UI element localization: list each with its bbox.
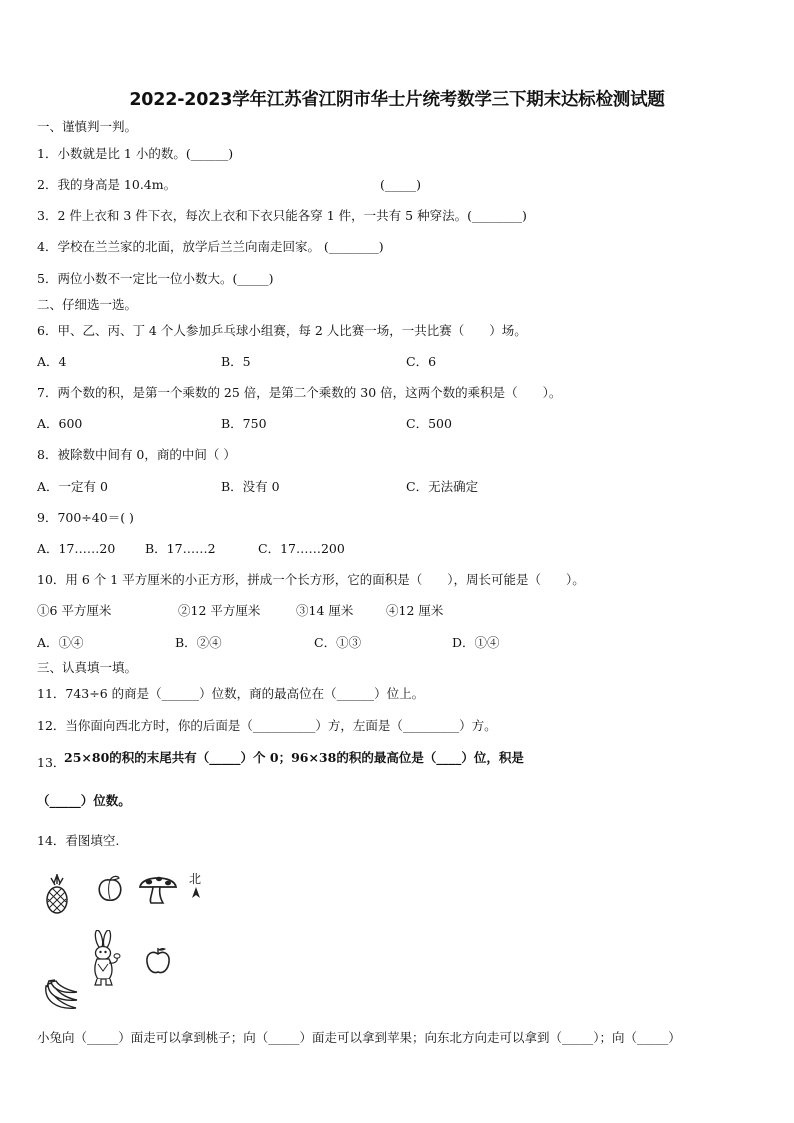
question-12: 12．当你面向西北方时，你的后面是（__________）方，左面是（_________）方。 bbox=[37, 718, 497, 733]
question-7: 7．两个数的积，是第一个乘数的 25 倍，是第二个乘数的 30 倍，这两个数的乘积是（ ）。 bbox=[37, 385, 562, 400]
option-b: B．750 bbox=[221, 416, 267, 431]
question-13-line1: 25×80的积的末尾共有（_____）个 0；96×38的积的最高位是（____）位，积是 bbox=[64, 750, 524, 765]
option-b: B．没有 0 bbox=[221, 479, 280, 494]
question-11: 11．743÷6 的商是（______）位数，商的最高位在（______）位上。 bbox=[37, 686, 425, 701]
apple-icon bbox=[145, 946, 171, 976]
section-heading: 二、仔细选一选。 bbox=[37, 297, 138, 312]
question-6: 6．甲、乙、丙、丁 4 个人参加乒乓球小组赛，每 2 人比赛一场，一共比赛（ ）场。 bbox=[37, 323, 527, 338]
option-a: A．4 bbox=[37, 354, 67, 369]
choice-2: ②12 平方厘米 bbox=[178, 603, 261, 618]
option-a: A．①④ bbox=[37, 635, 84, 650]
option-a: A．17……20 bbox=[37, 541, 116, 556]
north-arrow-icon bbox=[191, 886, 201, 902]
choice-1: ①6 平方厘米 bbox=[37, 603, 112, 618]
option-a: A．600 bbox=[37, 416, 83, 431]
question-13-line2: （_____）位数。 bbox=[37, 793, 131, 808]
option-b: B．②④ bbox=[175, 635, 222, 650]
mushroom-icon bbox=[138, 871, 178, 905]
option-c: C．无法确定 bbox=[406, 479, 479, 494]
choice-3: ③14 厘米 bbox=[296, 603, 354, 618]
option-d: D．①④ bbox=[452, 635, 500, 650]
question-4: 4．学校在兰兰家的北面，放学后兰兰向南走回家。 (________) bbox=[37, 239, 384, 254]
option-b: B．5 bbox=[221, 354, 251, 369]
section-heading: 一、谨慎判一判。 bbox=[37, 119, 138, 134]
question-14-fill: 小兔向（_____）面走可以拿到桃子；向（_____）面走可以拿到苹果；向东北方向走可以拿到（_____）；向（_____） bbox=[37, 1030, 681, 1045]
banana-icon bbox=[42, 978, 80, 1014]
pineapple-icon bbox=[44, 873, 70, 915]
question-9: 9．700÷40＝( ) bbox=[37, 510, 134, 525]
question-8: 8．被除数中间有 0，商的中间（ ） bbox=[37, 447, 236, 462]
question-number: 13． bbox=[37, 755, 66, 770]
peach-icon bbox=[95, 874, 125, 904]
rabbit-icon bbox=[88, 930, 124, 988]
question-10: 10．用 6 个 1 平方厘米的小正方形，拼成一个长方形，它的面积是（ ），周长可能是（ ）。 bbox=[37, 572, 585, 587]
question-2: 2．我的身高是 10.4m。 bbox=[37, 177, 177, 192]
page-title: 2022-2023学年江苏省江阴市华士片统考数学三下期末达标检测试题 bbox=[129, 90, 665, 110]
question-14: 14．看图填空. bbox=[37, 833, 120, 848]
question-3: 3．2 件上衣和 3 件下衣，每次上衣和下衣只能各穿 1 件，一共有 5 种穿法。(________) bbox=[37, 208, 527, 223]
choice-4: ④12 厘米 bbox=[386, 603, 444, 618]
question-1: 1．小数就是比 1 小的数。(______) bbox=[37, 146, 234, 161]
section-heading: 三、认真填一填。 bbox=[37, 660, 138, 675]
north-label: 北 bbox=[189, 872, 202, 886]
answer-blank: (_____) bbox=[380, 177, 422, 192]
option-c: C．500 bbox=[406, 416, 452, 431]
option-a: A．一定有 0 bbox=[37, 479, 108, 494]
option-c: C．17……200 bbox=[258, 541, 345, 556]
question-5: 5．两位小数不一定比一位小数大。(_____) bbox=[37, 271, 274, 286]
option-c: C．6 bbox=[406, 354, 437, 369]
option-c: C．①③ bbox=[314, 635, 362, 650]
option-b: B．17……2 bbox=[145, 541, 216, 556]
